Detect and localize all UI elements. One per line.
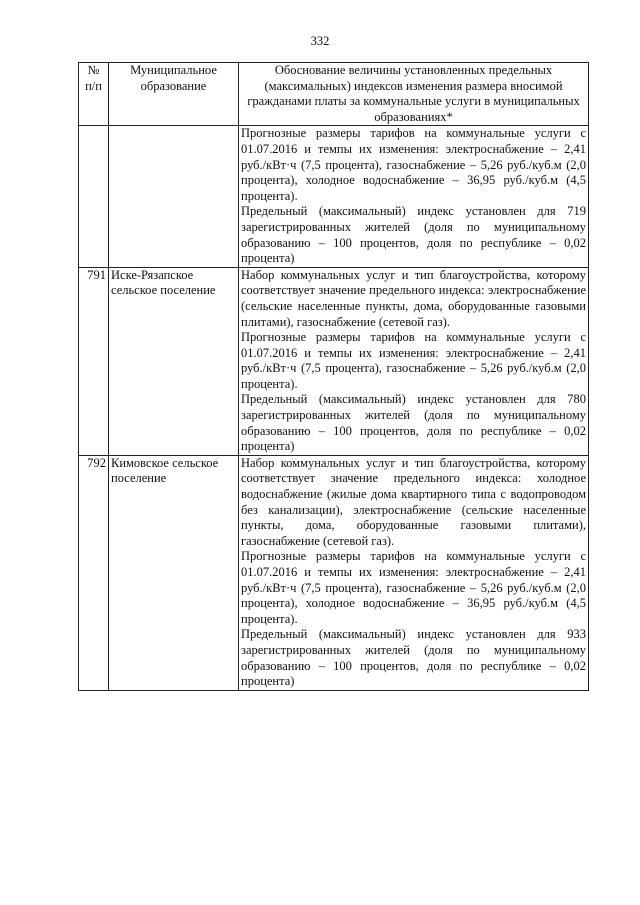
page-number: 332 (310, 34, 330, 48)
row-justification (239, 267, 589, 455)
header-number-line: № (87, 63, 100, 77)
header-municipality-line: Муниципальное (130, 63, 217, 77)
row-number (79, 126, 109, 267)
row-number: 792 (79, 455, 109, 690)
row-number: 791 (79, 267, 109, 455)
justification-paragraph: Набор коммунальных услуг и тип благоустройства, которому соответствует значение предельного индекса: электроснабжение (сельские населенные пункты, дома, оборудованные газовыми плитами), газоснабжение (сетевой газ). (241, 267, 586, 329)
justification-paragraph: Предельный (максимальный) индекс установлен для 933 зарегистрированных жителей (доля по муниципальному образованию – 100 процентов, доля по республике – 0,02 процента) (241, 627, 586, 689)
row-justification (239, 455, 589, 690)
header-number (79, 63, 109, 126)
header-municipality (109, 63, 239, 126)
table-row (79, 267, 589, 455)
table-row (79, 455, 589, 690)
justification-paragraph: Прогнозные размеры тарифов на коммунальные услуги с 01.07.2016 и темпы их изменения: электроснабжение – 2,41 руб./кВт·ч (7,5 процента), газоснабжение – 5,26 руб./куб.м (2,0 процента), холодное водоснабжение – 36,95 руб./куб.м (4,5 процента). (241, 549, 586, 626)
header-municipality-line: образование (140, 78, 207, 93)
table-header-row (79, 63, 589, 126)
row-justification (239, 126, 589, 267)
justification-paragraph: Набор коммунальных услуг и тип благоустройства, которому соответствует значение предельного индекса: холодное водоснабжение (жилые дома квартирного типа с водопроводом без канализации), электроснабжение (сельские населенные пункты, дома, оборудованные газовыми плитами), газоснабжение (сетевой газ). (241, 455, 586, 548)
row-municipality (109, 126, 239, 267)
justification-paragraph: Прогнозные размеры тарифов на коммунальные услуги с 01.07.2016 и темпы их изменения: электроснабжение – 2,41 руб./кВт·ч (7,5 процента), газоснабжение – 5,26 руб./куб.м (2,0 процента). (241, 330, 586, 391)
justification-paragraph: Предельный (максимальный) индекс установлен для 780 зарегистрированных жителей (доля по муниципальному образованию – 100 процентов, доля по республике – 0,02 процента) (241, 392, 586, 454)
row-municipality: Кимовское сельское поселение (109, 455, 239, 690)
row-municipality: Иске-Рязапское сельское поселение (109, 267, 239, 455)
justification-paragraph: Предельный (максимальный) индекс установлен для 719 зарегистрированных жителей (доля по муниципальному образованию – 100 процентов, доля по республике – 0,02 процента) (241, 204, 586, 266)
table-row (79, 126, 589, 267)
header-number-line: п/п (85, 78, 102, 93)
tariff-table (78, 62, 589, 691)
justification-paragraph: Прогнозные размеры тарифов на коммунальные услуги с 01.07.2016 и темпы их изменения: электроснабжение – 2,41 руб./кВт·ч (7,5 процента), газоснабжение – 5,26 руб./куб.м (2,0 процента), холодное водоснабжение – 36,95 руб./куб.м (4,5 процента). (241, 126, 586, 203)
header-justification: Обоснование величины установленных предельных (максимальных) индексов изменения размера вносимой гражданами платы за коммунальные услуги в муниципальных образованиях* (239, 63, 589, 126)
